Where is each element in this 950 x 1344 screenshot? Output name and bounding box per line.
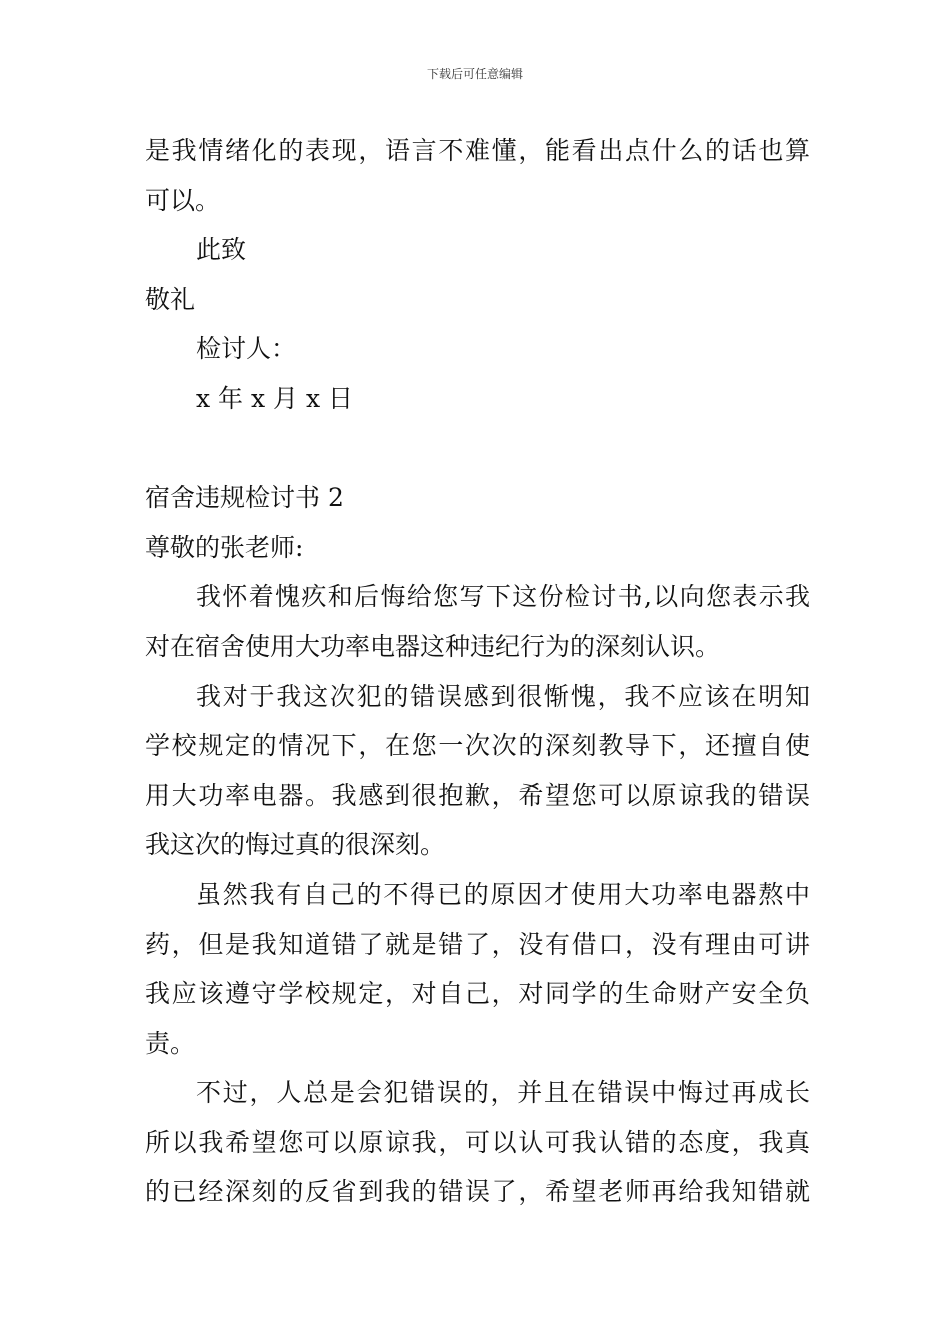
text-line: 我对于我这次犯的错误感到很惭愧，我不应该在明知: [196, 681, 810, 711]
text-line: 用大功率电器。我感到很抱歉，希望您可以原谅我的错误: [145, 780, 810, 810]
text-line: 的已经深刻的反省到我的错误了，希望老师再给我知错就: [145, 1177, 810, 1207]
paragraph-1: [145, 572, 810, 671]
paragraph-3: [145, 870, 810, 1068]
text-line: 所以我希望您可以原谅我，可以认可我认错的态度，我真: [145, 1127, 810, 1157]
signer-label: 检讨人：: [196, 334, 297, 364]
page-header: 下载后可任意编辑: [426, 67, 523, 81]
text-line: 责。: [145, 1028, 196, 1058]
section-title: 宿舍违规检讨书 2: [145, 483, 344, 513]
salutation: 敬礼: [145, 284, 196, 314]
paragraph-4: [145, 1068, 810, 1217]
text-line: 学校规定的情况下，在您一次次的深刻教导下，还擅自使: [145, 731, 810, 761]
text-line: 我怀着愧疚和后悔给您写下这份检讨书,以向您表示我: [196, 582, 810, 612]
paragraph-2: [145, 672, 810, 870]
text-line: 不过，人总是会犯错误的，并且在错误中悔过再成长: [196, 1078, 810, 1108]
text-line: 可以。: [145, 185, 221, 215]
text-line: 是我情绪化的表现，语言不难懂，能看出点什么的话也算: [145, 136, 810, 165]
letter-greeting: 尊敬的张老师:: [145, 532, 304, 562]
text-line: 对在宿舍使用大功率电器这种违纪行为的深刻认识。: [145, 631, 721, 661]
text-line: 药，但是我知道错了就是错了，没有借口，没有理由可讲: [145, 929, 810, 959]
text-line: 我应该遵守学校规定，对自己，对同学的生命财产安全负: [145, 979, 810, 1009]
text-line: 我这次的悔过真的很深刻。: [145, 830, 446, 860]
signature-date: x 年 x 月 x 日: [196, 383, 354, 413]
text-line: 虽然我有自己的不得已的原因才使用大功率电器熬中: [196, 879, 810, 909]
section-gap: [145, 424, 810, 474]
closing-phrase: 此致: [196, 235, 247, 265]
document-body: [145, 126, 810, 1217]
